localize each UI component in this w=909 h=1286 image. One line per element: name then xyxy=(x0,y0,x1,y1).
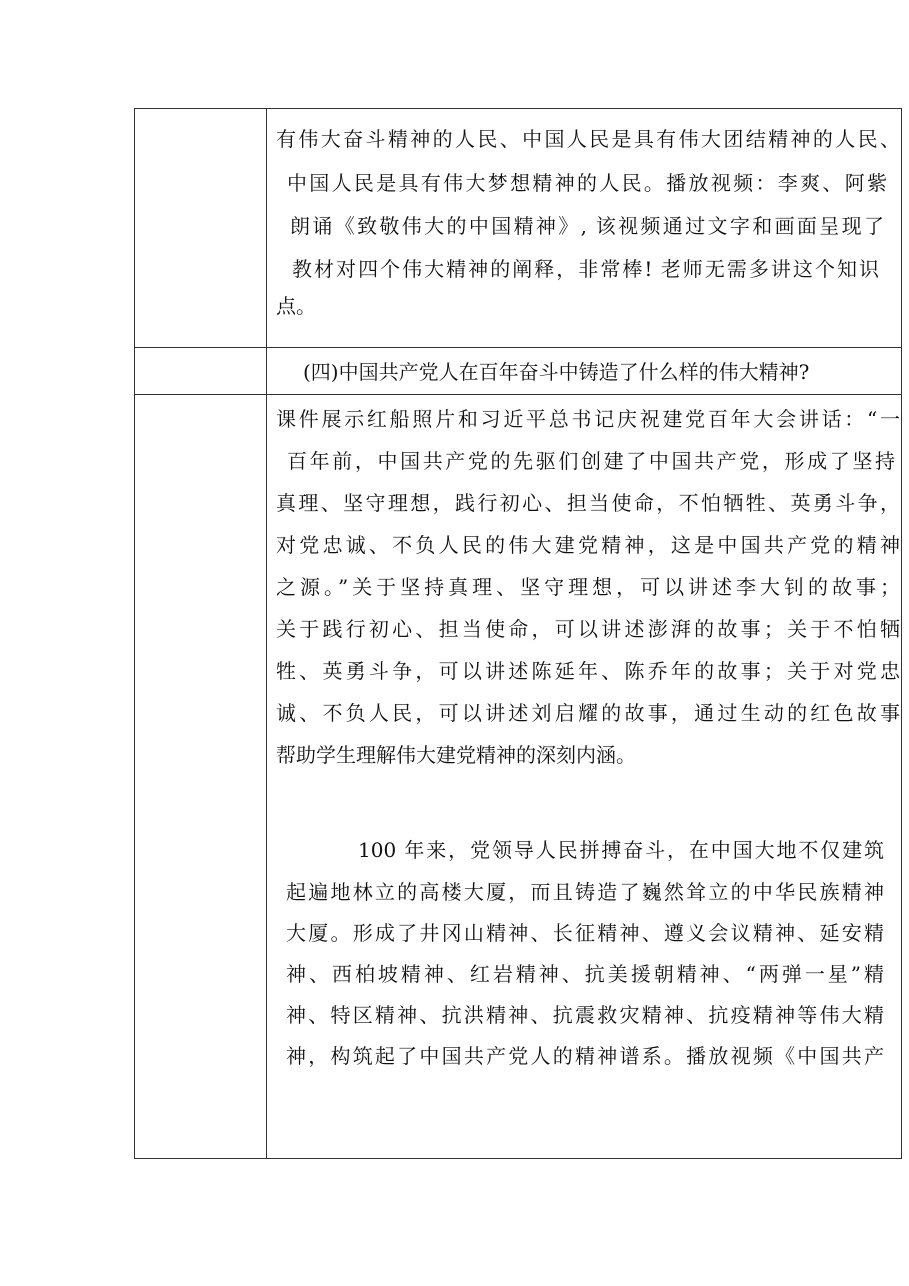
empty-left-cell xyxy=(135,109,267,347)
text-line: 中国人民是具有伟大梦想精神的人民。播放视频：李爽、阿紫 xyxy=(287,171,887,195)
text-line: 神、西柏坡精神、红岩精神、抗美援朝精神、“两弹一星”精 xyxy=(286,962,884,986)
empty-left-cell xyxy=(135,395,267,1158)
text-line: 朗诵《致敬伟大的中国精神》, 该视频通过文字和画面呈现了 xyxy=(290,214,884,238)
text-line: 有伟大奋斗精神的人民、中国人民是具有伟大团结精神的人民、 xyxy=(276,127,900,151)
table-row-3 xyxy=(135,395,901,1158)
text-line: 对党忠诚、不负人民的伟大建党精神，这是中国共产党的精神 xyxy=(276,533,900,557)
text-line: 大厦。形成了井冈山精神、长征精神、遵义会议精神、延安精 xyxy=(286,921,884,945)
text-line: 起遍地林立的高楼大厦，而且铸造了巍然耸立的中华民族精神 xyxy=(286,880,884,904)
heading-cell xyxy=(267,348,901,394)
text-line: 百年前，中国共产党的先驱们创建了中国共产党，形成了坚持 xyxy=(287,449,895,473)
text-line: 点。 xyxy=(276,294,316,318)
content-cell xyxy=(267,109,901,347)
text-line: 课件展示红船照片和习近平总书记庆祝建党百年大会讲话：“一 xyxy=(276,407,900,431)
content-cell xyxy=(267,395,901,1158)
text-line: 教材对四个伟大精神的阐释，非常棒! 老师无需多讲这个知识 xyxy=(292,257,879,281)
text-line: 之源。”关于坚持真理、坚守理想，可以讲述李大钊的故事； xyxy=(276,575,900,599)
text-line: 100 年来，党领导人民拼搏奋斗，在中国大地不仅建筑 xyxy=(358,838,884,862)
section-heading: (四)中国共产党人在百年奋斗中铸造了什么样的伟大精神? xyxy=(303,360,810,384)
empty-left-cell xyxy=(135,348,267,394)
text-line: 关于践行初心、担当使命，可以讲述澎湃的故事；关于不怕牺 xyxy=(276,617,900,641)
text-line: 牲、英勇斗争，可以讲述陈延年、陈乔年的故事；关于对党忠 xyxy=(276,659,900,683)
text-line: 帮助学生理解伟大建党精神的深刻内涵。 xyxy=(276,743,636,767)
document-table xyxy=(134,108,902,1159)
text-line: 神、特区精神、抗洪精神、抗震救灾精神、抗疫精神等伟大精 xyxy=(286,1003,884,1027)
text-line: 神，构筑起了中国共产党人的精神谱系。播放视频《中国共产 xyxy=(286,1044,884,1068)
table-row-2 xyxy=(135,348,901,395)
table-row-1 xyxy=(135,109,901,348)
text-line: 诚、不负人民，可以讲述刘启耀的故事，通过生动的红色故事 xyxy=(276,701,900,725)
text-line: 真理、坚守理想，践行初心、担当使命，不怕牺牲、英勇斗争， xyxy=(276,491,900,515)
